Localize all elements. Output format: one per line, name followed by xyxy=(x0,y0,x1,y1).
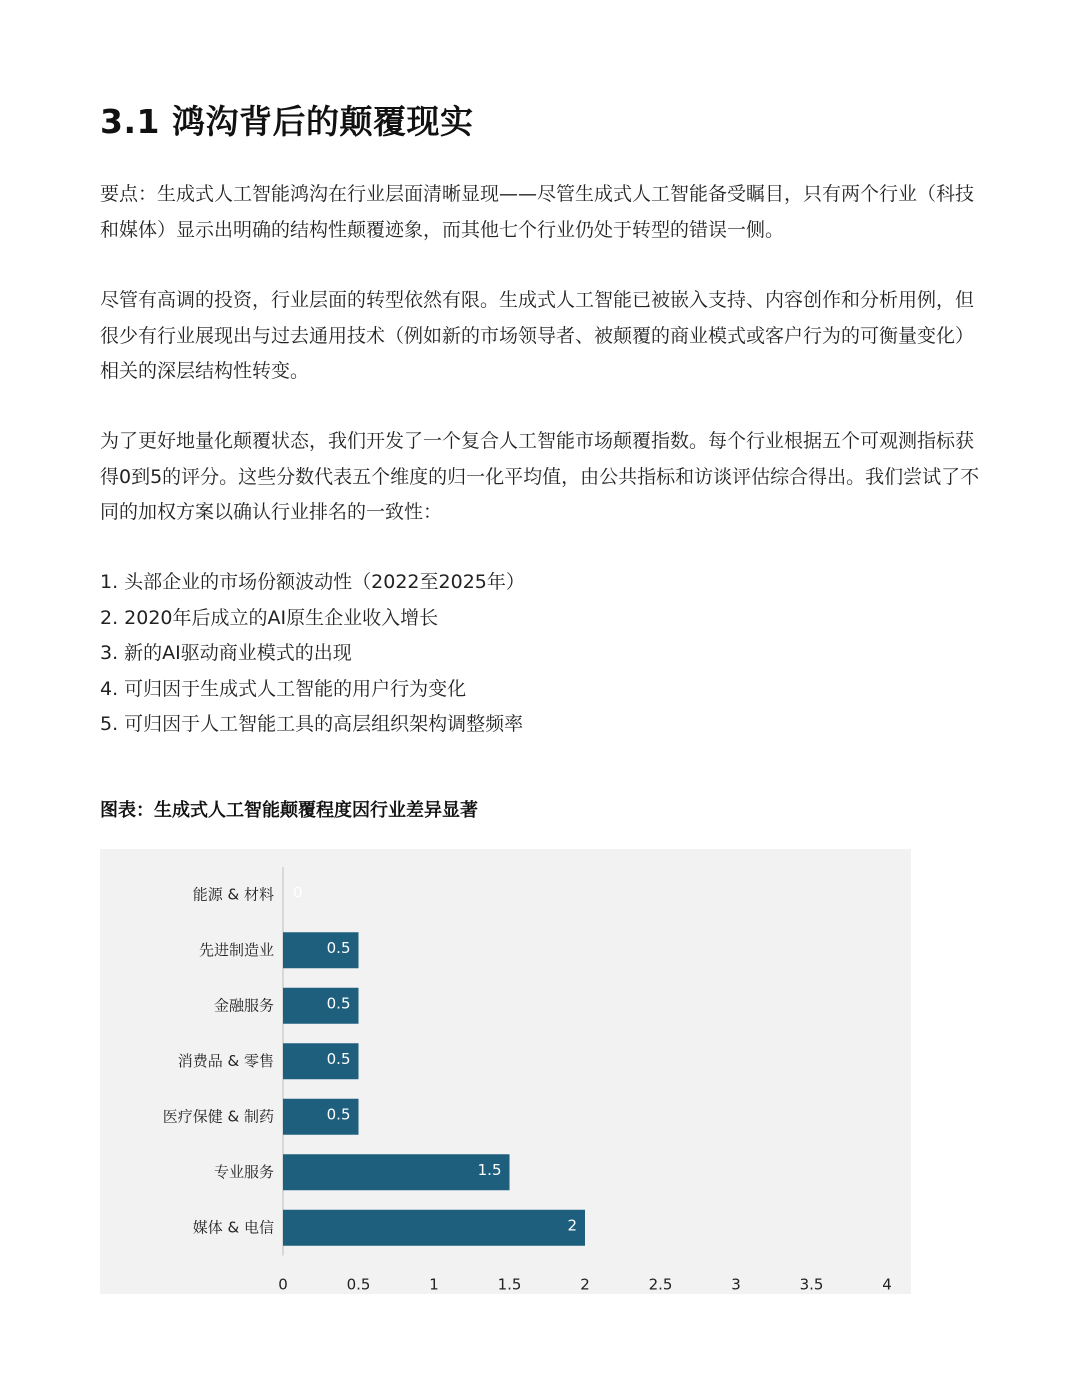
data-label: 0.5 xyxy=(326,1049,351,1068)
x-tick-label: 4 xyxy=(882,1275,892,1294)
category-label: 医疗保健 & 制药 xyxy=(162,1107,274,1126)
bar-chart xyxy=(100,849,911,1294)
data-label: 0.5 xyxy=(326,1105,351,1124)
key-point-paragraph: 要点：生成式人工智能鸿沟在行业层面清晰显现——尽管生成式人工智能备受瞩目，只有两个行业（科技和媒体）显示出明确的结构性颠覆迹象，而其他七个行业仍处于转型的错误一侧。 xyxy=(100,183,975,241)
data-label: 0 xyxy=(293,883,303,902)
list-item: 5. 可归因于人工智能工具的高层组织架构调整频率 xyxy=(100,713,524,735)
category-label: 媒体 & 电信 xyxy=(192,1218,274,1237)
figure-title: 图表：生成式人工智能颠覆程度因行业差异显著 xyxy=(100,800,478,821)
category-label: 金融服务 xyxy=(213,996,274,1015)
category-label: 先进制造业 xyxy=(198,940,274,959)
body-paragraph: 尽管有高调的投资，行业层面的转型依然有限。生成式人工智能已被嵌入支持、内容创作和分析用例，但很少有行业展现出与过去通用技术（例如新的市场领导者、被颠覆的商业模式或客户行为的可衡量变化）相关的深层结构性转变。 xyxy=(100,289,975,382)
x-tick-label: 0 xyxy=(278,1275,288,1294)
category-label: 专业服务 xyxy=(213,1162,274,1181)
x-tick-label: 3.5 xyxy=(799,1275,824,1294)
criteria-list xyxy=(100,565,525,743)
x-tick-label: 1 xyxy=(429,1275,439,1294)
bar-chart-svg xyxy=(100,849,911,1294)
data-label: 2 xyxy=(567,1216,577,1235)
data-label: 0.5 xyxy=(326,938,351,957)
bar xyxy=(283,1210,585,1246)
section-title: 3.1 鸿沟背后的颠覆现实 xyxy=(100,102,474,141)
x-tick-label: 0.5 xyxy=(346,1275,371,1294)
data-label: 1.5 xyxy=(477,1160,502,1179)
list-item: 2. 2020年后成立的AI原生企业收入增长 xyxy=(100,606,439,629)
x-tick-label: 3 xyxy=(731,1275,741,1294)
x-tick-label: 2.5 xyxy=(648,1275,673,1294)
list-item: 4. 可归因于生成式人工智能的用户行为变化 xyxy=(100,677,467,700)
category-label: 能源 & 材料 xyxy=(192,885,274,904)
x-tick-label: 2 xyxy=(580,1275,590,1294)
body-paragraph: 为了更好地量化颠覆状态，我们开发了一个复合人工智能市场颠覆指数。每个行业根据五个可观测指标获得0到5的评分。这些分数代表五个维度的归一化平均值，由公共指标和访谈评估综合得出。我们尝试了不同的加权方案以确认行业排名的一致性： xyxy=(100,430,980,523)
data-label: 0.5 xyxy=(326,994,351,1013)
list-item: 1. 头部企业的市场份额波动性（2022至2025年） xyxy=(100,571,525,593)
x-tick-label: 1.5 xyxy=(497,1275,522,1294)
bar xyxy=(283,1154,510,1190)
list-item: 3. 新的AI驱动商业模式的出现 xyxy=(100,642,352,664)
category-label: 消费品 & 零售 xyxy=(177,1051,274,1070)
